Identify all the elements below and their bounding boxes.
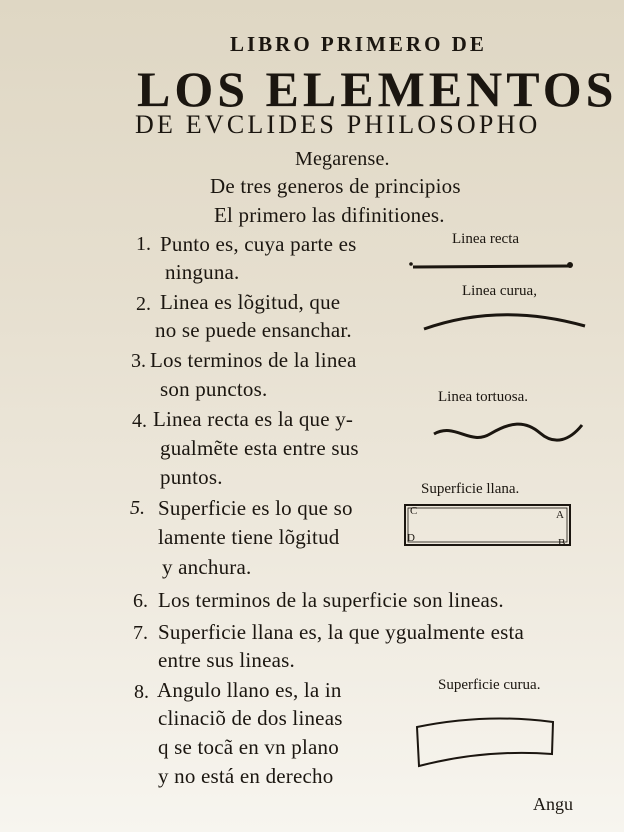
plane-surface-figure: [405, 505, 570, 545]
catchword: Angu: [533, 794, 573, 814]
figure-label-linea-curua: Linea curua,: [462, 283, 537, 299]
definition-number: 2.: [136, 293, 151, 315]
figure-label-superficie-llana: Superficie llana.: [421, 481, 520, 497]
definition-number: 3.: [131, 350, 146, 372]
definition-text: Punto es, cuya parte es: [160, 232, 357, 256]
corner-label-a: A: [556, 509, 564, 521]
definition-number: 1.: [136, 233, 151, 255]
definition-text: clinaciõ de dos lineas: [158, 706, 343, 730]
definition-text: Linea recta es la que y-: [153, 407, 354, 431]
book-heading: LIBRO PRIMERO DE: [230, 32, 487, 56]
definition-number: 8.: [134, 681, 149, 703]
author-line: DE EVCLIDES PHILOSOPHO: [135, 110, 541, 139]
definition-text: Superficie es lo que so: [158, 496, 353, 520]
intro-line-1: De tres generos de principios: [210, 174, 461, 198]
straight-line-figure: [409, 262, 573, 268]
page-title: LOS ELEMENTOS: [137, 61, 618, 117]
definition-text: son punctos.: [160, 377, 268, 401]
definition-text: puntos.: [160, 465, 223, 489]
definition-number: 4.: [132, 410, 147, 432]
tortuous-line-figure: [434, 424, 582, 440]
definition-text: Los terminos de la superficie son lineas.: [158, 588, 504, 612]
definition-number: 6.: [133, 590, 148, 612]
corner-label-b: B: [558, 537, 566, 549]
definition-text: gualmẽte esta entre sus: [160, 436, 359, 460]
definition-number: 5.: [130, 497, 145, 519]
intro-line-2: El primero las difinitiones.: [214, 203, 445, 227]
figure-label-superficie-curua: Superficie curua.: [438, 677, 541, 693]
figure-label-linea-tortuosa: Linea tortuosa.: [438, 389, 528, 405]
corner-label-c: C: [410, 505, 418, 517]
definition-text: no se puede ensanchar.: [155, 318, 352, 342]
definition-text: y no está en derecho: [158, 764, 334, 788]
definition-number: 7.: [133, 622, 148, 644]
origin-line: Megarense.: [295, 148, 390, 170]
definition-text: q se tocã en vn plano: [158, 735, 339, 759]
definition-text: entre sus lineas.: [158, 648, 295, 672]
corner-label-d: D: [407, 532, 415, 544]
definition-text: Superficie llana es, la que ygualmente esta: [158, 620, 525, 644]
definition-text: Linea es lõgitud, que: [160, 290, 341, 314]
definition-text: Los terminos de la linea: [150, 348, 357, 372]
curved-line-figure: [424, 315, 585, 329]
curved-surface-figure: [417, 718, 553, 766]
definition-text: Angulo llano es, la in: [157, 678, 342, 702]
definition-text: y anchura.: [162, 555, 252, 579]
definition-text: ninguna.: [165, 260, 240, 284]
definition-text: lamente tiene lõgitud: [158, 525, 340, 549]
figure-label-linea-recta: Linea recta: [452, 231, 520, 247]
